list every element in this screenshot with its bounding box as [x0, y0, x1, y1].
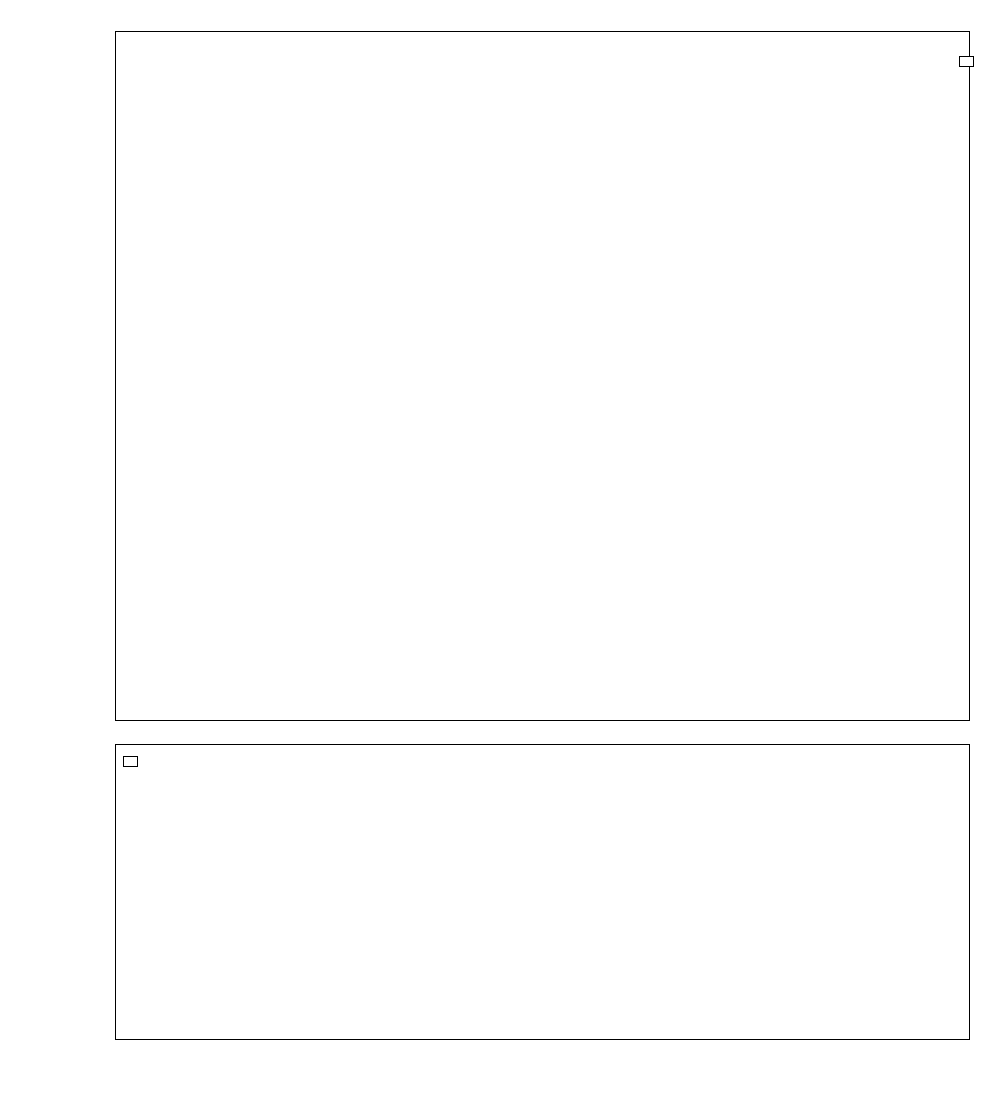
legend-bottom [123, 756, 138, 767]
legend-top [959, 56, 974, 67]
rupture-count-plot [115, 744, 970, 1040]
incremental-rate-plot [115, 31, 970, 721]
